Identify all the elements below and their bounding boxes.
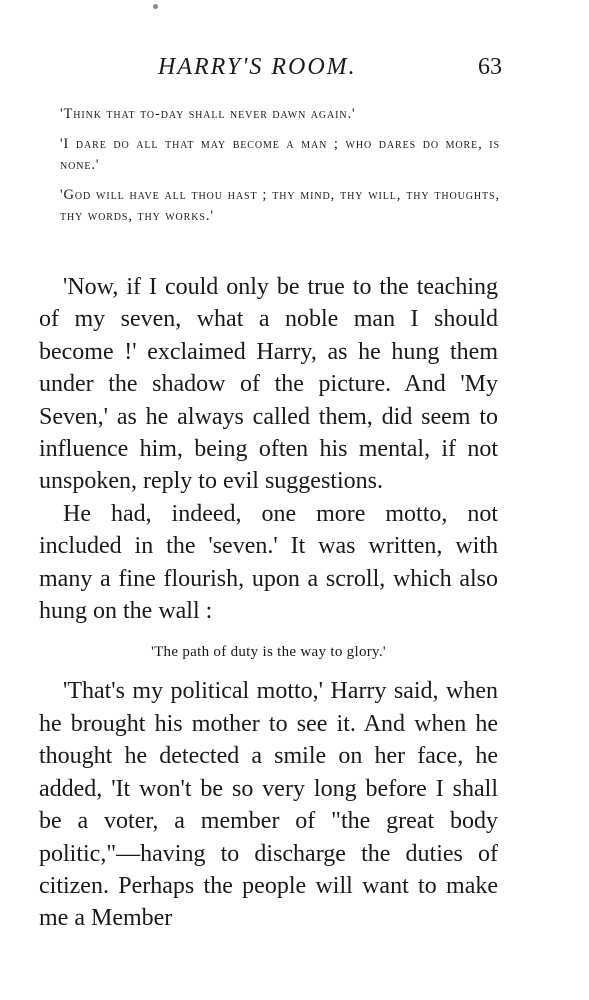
motto-list <box>60 104 500 236</box>
paragraph: 'Now, if I could only be true to the teaching of my seven, what a noble man I should become !' exclaimed Harry, as he hung them under the shadow of the picture. And 'My Seven,' as he always called them, did seem to influence him, being often his mental, if not unspoken, reply to evil suggestions. <box>39 274 498 495</box>
running-title: HARRY'S ROOM. <box>158 54 357 80</box>
ink-speck <box>153 4 158 9</box>
page-number: 63 <box>478 54 502 80</box>
running-head <box>80 54 510 84</box>
scroll-motto: 'The path of duty is the way to glory.' <box>151 644 386 661</box>
paragraph: 'That's my political motto,' Harry said, when he brought his mother to see it. And when he thought he detected a smile on her face, he added, 'It won't be so very long before I shall be a voter, a member of "the great body politic,"—having to discharge the duties of citizen. Perhaps the people will want to make me a Member <box>39 678 498 932</box>
motto-item: 'Think that to-day shall never dawn again.' <box>60 106 356 122</box>
motto-item: 'I dare do all that may become a man ; who dares do more, is none.' <box>60 136 500 173</box>
body-text <box>39 271 498 935</box>
motto-item: 'God will have all thou hast ; thy mind, thy will, thy thoughts, thy words, thy works.' <box>60 187 500 224</box>
paragraph: He had, indeed, one more motto, not included in the 'seven.' It was written, with many a fine flourish, upon a scroll, which also hung on the wall : <box>39 500 498 625</box>
